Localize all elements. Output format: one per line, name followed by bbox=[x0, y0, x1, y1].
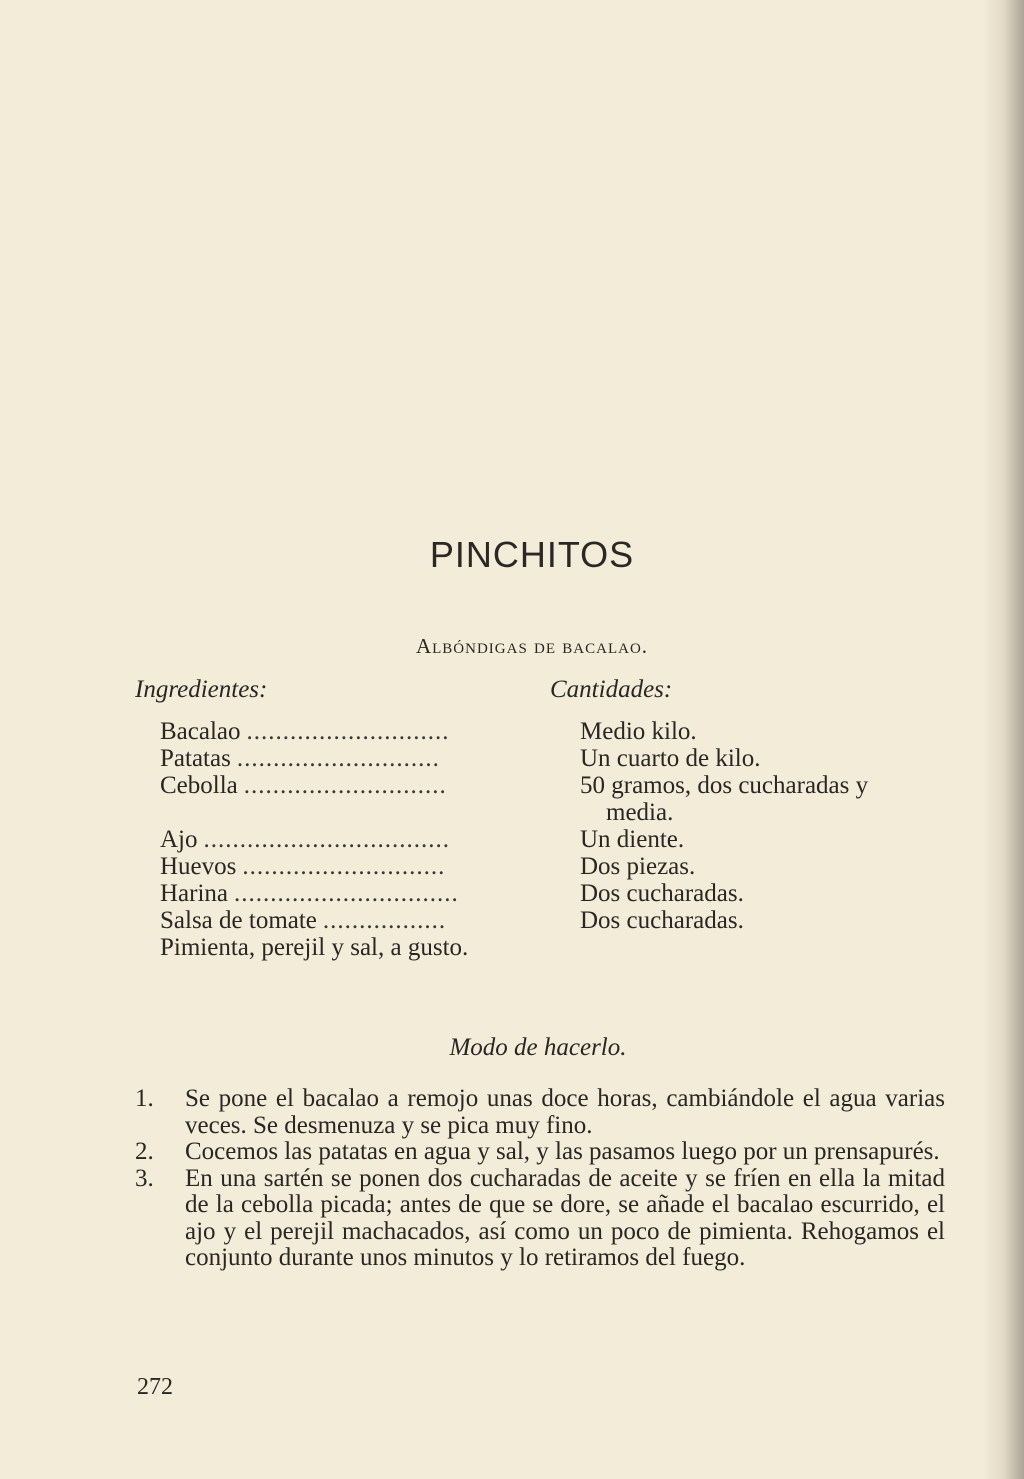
ingredient-item bbox=[160, 718, 570, 745]
quantities-header: Cantidades: bbox=[550, 676, 673, 703]
ingredient-name: Patatas bbox=[160, 745, 231, 772]
ingredient-item bbox=[160, 934, 570, 961]
leader-dots: ............................ bbox=[236, 745, 440, 772]
ingredient-item bbox=[160, 853, 570, 880]
leader-dots: ............................ bbox=[246, 718, 450, 745]
quantity-item bbox=[580, 907, 960, 934]
ingredient-item bbox=[160, 907, 570, 934]
leader-dots: ................. bbox=[322, 907, 447, 934]
ingredient-name: Bacalao bbox=[160, 718, 241, 745]
step-text: Cocemos las patatas en agua y sal, y las pasamos luego por un prensapurés. bbox=[185, 1138, 940, 1165]
recipe-subtitle: Albóndigas de bacalao. bbox=[415, 634, 649, 658]
method-steps bbox=[135, 1086, 945, 1272]
step-number: 3. bbox=[135, 1164, 154, 1192]
quantity-item bbox=[580, 745, 960, 772]
ingredient-name: Harina bbox=[160, 880, 229, 907]
ingredient-name: Salsa de tomate bbox=[160, 907, 317, 934]
quantities-list bbox=[580, 718, 960, 934]
quantity-text: Medio kilo. bbox=[580, 718, 697, 745]
quantity-text: Un diente. bbox=[580, 826, 685, 853]
ingredient-name: Huevos bbox=[160, 853, 237, 880]
quantity-item bbox=[580, 718, 960, 745]
ingredient-item bbox=[160, 826, 570, 853]
quantity-text: Dos piezas. bbox=[580, 853, 696, 880]
quantity-item bbox=[580, 880, 960, 907]
ingredient-item bbox=[160, 772, 570, 826]
quantity-item bbox=[580, 826, 960, 853]
page-number: 272 bbox=[137, 1374, 173, 1400]
ingredient-name: Cebolla bbox=[160, 772, 238, 799]
quantity-item bbox=[580, 853, 960, 880]
ingredient-item bbox=[160, 880, 570, 907]
recipe-title: PINCHITOS bbox=[429, 534, 635, 575]
step-number: 2. bbox=[135, 1138, 154, 1165]
quantity-text: Dos cucharadas. bbox=[580, 907, 744, 934]
quantity-text: 50 gramos, dos cucharadas y bbox=[580, 772, 869, 799]
ingredient-item bbox=[160, 745, 570, 772]
leader-dots: .................................. bbox=[203, 826, 450, 853]
step-item bbox=[135, 1139, 945, 1166]
ingredient-name: Ajo bbox=[160, 826, 198, 853]
step-item bbox=[135, 1086, 945, 1139]
leader-dots: ............................ bbox=[242, 853, 446, 880]
quantity-continuation: media. bbox=[606, 799, 674, 826]
step-text: En una sartén se ponen dos cucharadas de aceite y se fríen en ella la mitad de la cebolla picada; antes de que se dore, se añade el bacalao escurrido, el ajo y el perejil machacados, así como un poco de pimienta. Rehogamos el conjunto durante unos minutos y lo retiramos del fuego. bbox=[185, 1164, 945, 1271]
leader-dots: ............................... bbox=[234, 880, 459, 907]
leader-dots: ............................ bbox=[243, 772, 447, 799]
ingredients-header: Ingredientes: bbox=[135, 676, 268, 703]
step-text: Se pone el bacalao a remojo unas doce horas, cambiándole el agua varias veces. Se desmenuza y se pica muy fino. bbox=[185, 1085, 945, 1139]
method-heading: Modo de hacerlo. bbox=[449, 1034, 627, 1061]
step-number: 1. bbox=[135, 1085, 154, 1112]
quantity-item bbox=[580, 772, 960, 826]
ingredient-name: Pimienta, perejil y sal, a gusto. bbox=[160, 934, 469, 961]
ingredients-list bbox=[160, 718, 570, 961]
quantity-text: Dos cucharadas. bbox=[580, 880, 744, 907]
step-item bbox=[135, 1166, 945, 1272]
quantity-text: Un cuarto de kilo. bbox=[580, 745, 761, 772]
